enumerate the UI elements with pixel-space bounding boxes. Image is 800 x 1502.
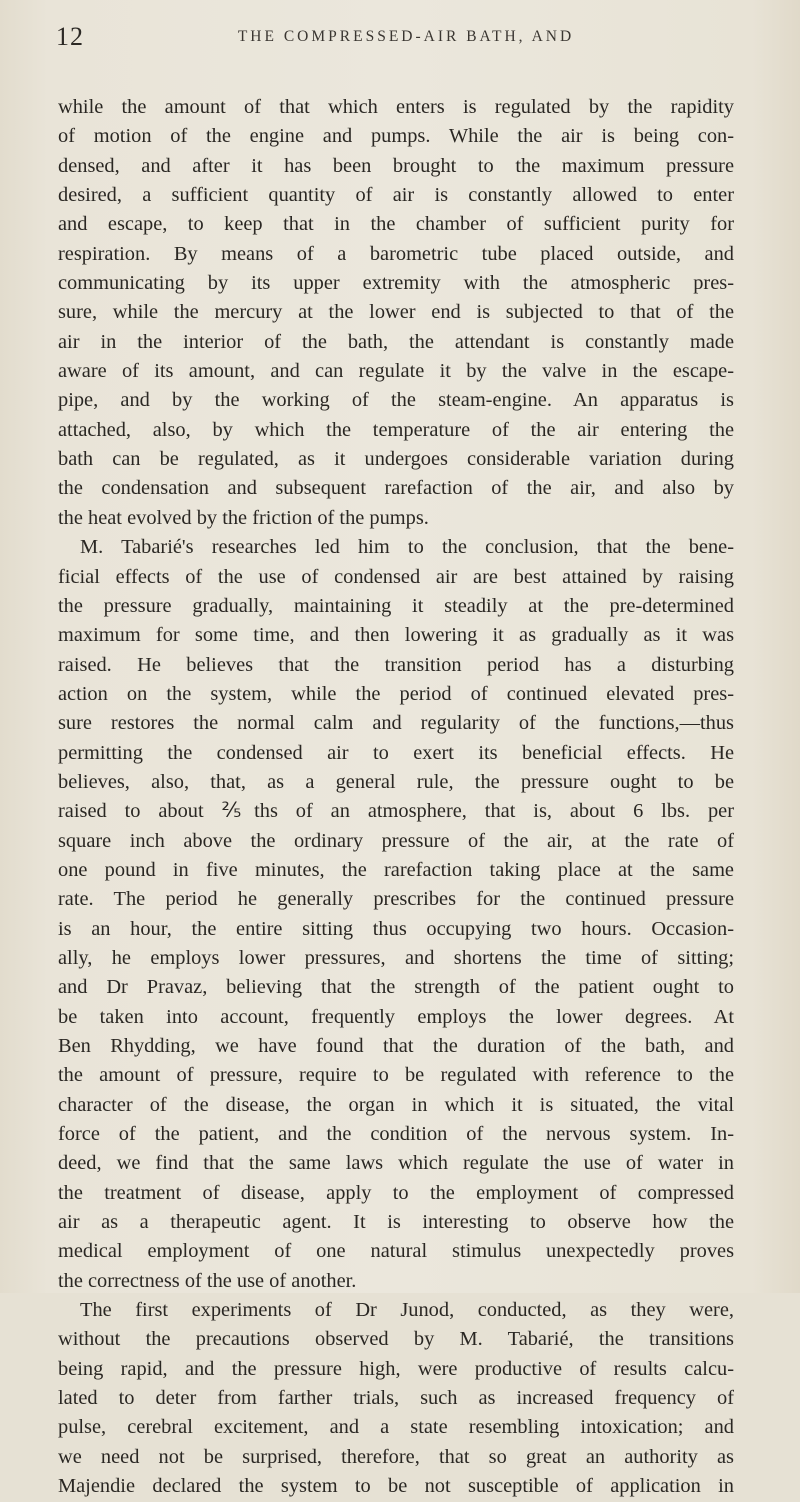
text-line: Ben Rhydding, we have found that the duration of the bath, and xyxy=(58,1035,734,1057)
text-line: pipe, and by the working of the steam-engine. An apparatus is xyxy=(58,389,734,412)
text-line: permitting the condensed air to exert its beneficial effects. He xyxy=(58,741,734,764)
text-line: of motion of the engine and pumps. While the air is being con- xyxy=(58,125,734,148)
text-line: densed, and after it has been brought to the maximum pressure xyxy=(58,154,734,177)
text-line: the correctness of the use of another. xyxy=(58,1269,357,1292)
page-number: 12 xyxy=(56,22,84,51)
text-line: attached, also, by which the temperature of the air entering the xyxy=(58,418,734,441)
page-header xyxy=(56,22,756,62)
text-line: square inch above the ordinary pressure of the air, at the rate of xyxy=(58,829,734,852)
text-line: the treatment of disease, apply to the employment of compressed xyxy=(58,1181,734,1204)
text-line: believes, also, that, as a general rule, the pressure ought to be xyxy=(58,770,734,793)
text-line: force of the patient, and the condition of the nervous system. In- xyxy=(58,1123,734,1146)
text-line: ally, he employs lower pressures, and shortens the time of sitting; xyxy=(58,946,734,969)
text-line: the condensation and subsequent rarefaction of the air, and also by xyxy=(58,477,734,500)
text-line: we need not be surprised, therefore, that so great an authority as xyxy=(58,1445,734,1468)
text-line: the heat evolved by the friction of the pumps. xyxy=(58,506,429,529)
text-line: ficial effects of the use of condensed air are best attained by raising xyxy=(58,565,734,588)
text-line: sure restores the normal calm and regularity of the functions,—thus xyxy=(58,712,734,735)
text-line: character of the disease, the organ in which it is situated, the vital xyxy=(58,1093,734,1116)
text-line: air as a therapeutic agent. It is interesting to observe how the xyxy=(58,1211,734,1234)
text-line: raised to about ⅖ths of an atmosphere, that is, about 6 lbs. per xyxy=(58,800,734,823)
text-line: is an hour, the entire sitting thus occupying two hours. Occasion- xyxy=(58,917,734,940)
text-line: being rapid, and the pressure high, were productive of results calcu- xyxy=(58,1357,734,1380)
text-line: action on the system, while the period of continued elevated pres- xyxy=(58,682,734,705)
text-line: Majendie declared the system to be not susceptible of application in xyxy=(58,1475,734,1498)
text-line: air in the interior of the bath, the attendant is constantly made xyxy=(58,330,734,353)
text-line: desired, a sufficient quantity of air is constantly allowed to enter xyxy=(58,184,734,207)
text-line: aware of its amount, and can regulate it by the valve in the escape- xyxy=(58,360,734,383)
text-line: rate. The period he generally prescribes for the continued pressure xyxy=(58,888,734,911)
running-head: THE COMPRESSED-AIR BATH, AND xyxy=(237,28,575,45)
text-line: medical employment of one natural stimulus unexpectedly proves xyxy=(58,1240,734,1263)
text-line: and escape, to keep that in the chamber of sufficient purity for xyxy=(58,213,734,236)
text-line: the pressure gradually, maintaining it steadily at the pre-determined xyxy=(58,594,734,617)
text-line: maximum for some time, and then lowering it as gradually as it was xyxy=(58,624,734,647)
text-line: respiration. By means of a barometric tube placed outside, and xyxy=(58,242,734,265)
text-line: sure, while the mercury at the lower end is subjected to that of the xyxy=(58,301,734,324)
text-line: and Dr Pravaz, believing that the strength of the patient ought to xyxy=(58,976,734,999)
text-line: raised. He believes that the transition period has a disturbing xyxy=(58,653,734,676)
text-line: without the precautions observed by M. Tabarié, the transitions xyxy=(58,1328,734,1351)
body-text xyxy=(58,93,734,1502)
text-line: M. Tabarié's researches led him to the conclusion, that the bene- xyxy=(80,536,734,559)
text-line: one pound in five minutes, the rarefaction taking place at the same xyxy=(58,858,734,881)
text-line: deed, we find that the same laws which regulate the use of water in xyxy=(58,1152,734,1175)
text-line: bath can be regulated, as it undergoes considerable variation during xyxy=(58,448,734,471)
text-line: The first experiments of Dr Junod, conducted, as they were, xyxy=(80,1299,734,1322)
text-line: communicating by its upper extremity with the atmospheric pres- xyxy=(58,272,734,295)
text-line: pulse, cerebral excitement, and a state resembling intoxication; and xyxy=(58,1416,734,1439)
text-line: be taken into account, frequently employs the lower degrees. At xyxy=(58,1005,734,1028)
text-line: the amount of pressure, require to be regulated with reference to the xyxy=(58,1064,734,1087)
text-line: lated to deter from farther trials, such as increased frequency of xyxy=(58,1387,734,1410)
text-line: while the amount of that which enters is regulated by the rapidity xyxy=(58,96,734,118)
